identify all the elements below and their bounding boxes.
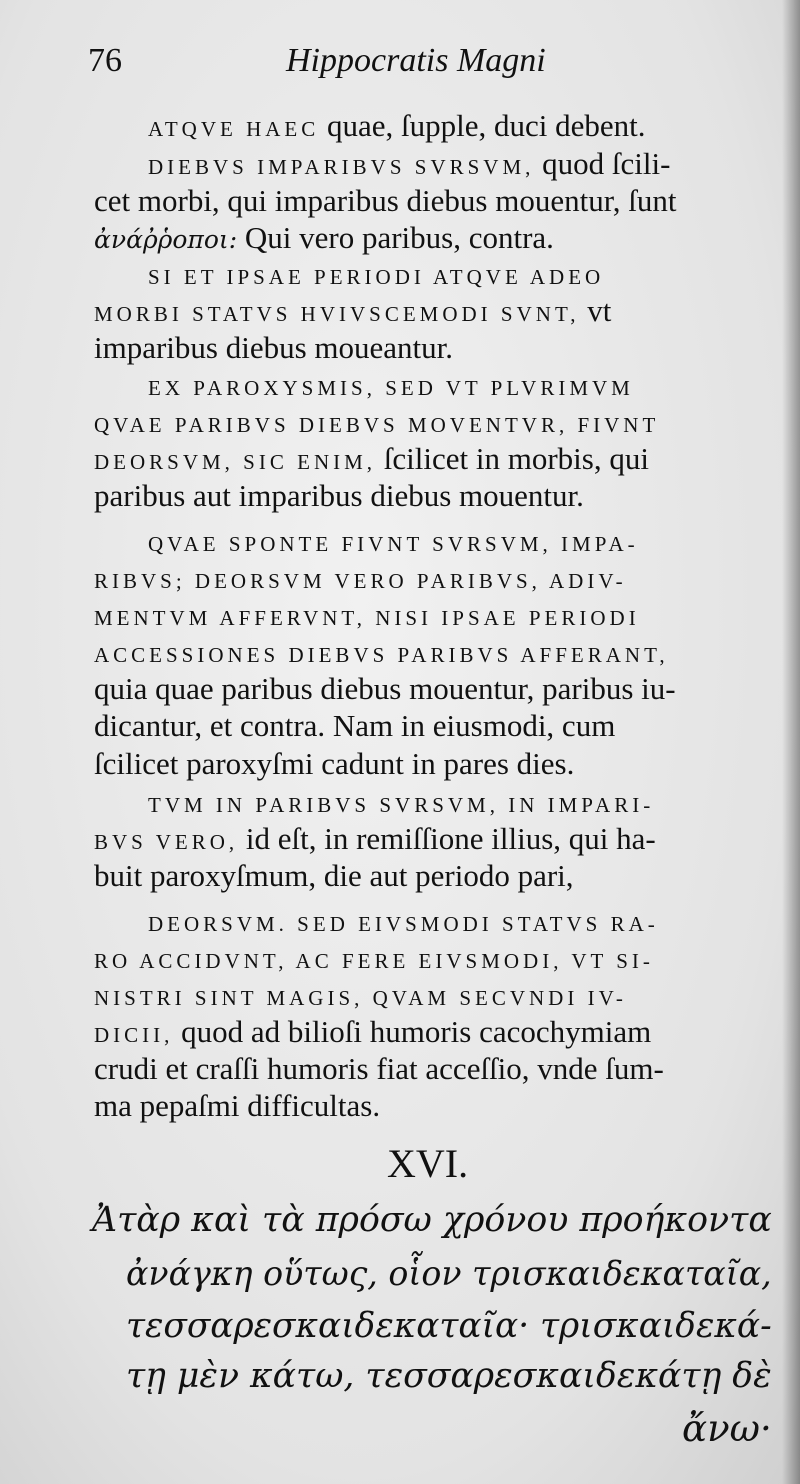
running-title: Hippocratis Magni bbox=[286, 42, 546, 79]
text-line bbox=[94, 441, 649, 480]
page-number: 76 bbox=[88, 42, 122, 79]
small-caps-text: QVAE SPONTE FIVNT SVRSVM, IMPA- bbox=[148, 532, 639, 556]
roman-text: quae, ſupple, duci debent. bbox=[319, 108, 646, 143]
greek-word: ἀνάῤῥοποι: bbox=[94, 225, 238, 254]
text-line bbox=[94, 671, 676, 707]
greek-line: Ἀτὰρ καὶ τὰ πρόσω χρόνου προήκοντα bbox=[92, 1200, 772, 1240]
small-caps-text: RIBVS; DEORSVM VERO PARIBVS, ADIV- bbox=[94, 569, 627, 593]
small-caps-text: SI ET IPSAE PERIODI ATQVE ADEO bbox=[148, 265, 605, 289]
small-caps-text: DIEBVS IMPARIBVS SVRSVM, bbox=[148, 155, 535, 179]
greek-line: τεσσαρεσκαιδεκαταῖα· τρισκαιδεκά- bbox=[126, 1306, 772, 1346]
small-caps-text: MORBI STATVS HVIVSCEMODI SVNT, bbox=[94, 302, 580, 326]
text-line bbox=[94, 940, 654, 979]
small-caps-text: MENTVM AFFERVNT, NISI IPSAE PERIODI bbox=[94, 606, 640, 630]
text-line bbox=[94, 293, 611, 332]
text-line bbox=[94, 708, 615, 744]
roman-text: Qui vero paribus, contra. bbox=[237, 220, 554, 255]
text-line bbox=[94, 183, 677, 219]
text-line bbox=[94, 1014, 651, 1053]
text-line bbox=[94, 977, 627, 1016]
text-line bbox=[148, 256, 604, 295]
text-line bbox=[148, 146, 670, 185]
section-number: XVI. bbox=[387, 1141, 469, 1186]
small-caps-text: ACCESSIONES DIEBVS PARIBVS AFFERANT, bbox=[94, 643, 669, 667]
text-line bbox=[148, 903, 659, 942]
greek-line: ἀνάγκη οὕτως, οἷον τρισκαιδεκαταῖα, bbox=[126, 1254, 772, 1293]
text-line bbox=[94, 746, 574, 782]
greek-line: τῃ μὲν κάτω, τεσσαρεσκαιδεκάτῃ δὲ bbox=[126, 1356, 772, 1396]
text-line bbox=[94, 560, 627, 599]
roman-text: id eſt, in remiſſione illius, qui ha- bbox=[238, 821, 656, 856]
text-line bbox=[94, 858, 574, 894]
roman-text: crudi et craſſi humoris fiat acceſſio, vnde ſum- bbox=[94, 1051, 664, 1086]
roman-text: buit paroxyſmum, die aut periodo pari, bbox=[94, 858, 574, 893]
small-caps-text: ATQVE HAEC bbox=[148, 117, 320, 141]
text-line bbox=[148, 784, 654, 823]
small-caps-text: EX PAROXYSMIS, SED VT PLVRIMVM bbox=[148, 376, 634, 400]
roman-text: ſcilicet in morbis, qui bbox=[376, 441, 649, 476]
roman-text: vt bbox=[579, 293, 612, 328]
roman-text: dicantur, et contra. Nam in eiusmodi, cum bbox=[94, 708, 616, 743]
page-gutter-shadow bbox=[782, 0, 800, 1484]
small-caps-text: NISTRI SINT MAGIS, QVAM SECVNDI IV- bbox=[94, 986, 627, 1010]
roman-text: quia quae paribus diebus mouentur, paribus iu- bbox=[94, 671, 676, 706]
roman-text: quod ad bilioſi humoris cacochymiam bbox=[173, 1014, 652, 1049]
roman-text: quod ſcili- bbox=[534, 146, 671, 181]
text-line bbox=[148, 108, 646, 147]
small-caps-text: DEORSVM. SED EIVSMODI STATVS RA- bbox=[148, 912, 659, 936]
text-line bbox=[94, 597, 640, 636]
text-line bbox=[148, 523, 639, 562]
text-line bbox=[94, 634, 669, 673]
text-line bbox=[94, 821, 656, 860]
small-caps-text: RO ACCIDVNT, AC FERE EIVSMODI, VT SI- bbox=[94, 949, 654, 973]
text-line bbox=[94, 404, 659, 443]
text-line bbox=[94, 478, 584, 514]
text-line bbox=[94, 1051, 664, 1087]
text-line bbox=[94, 1088, 380, 1124]
text-line bbox=[94, 330, 453, 366]
text-line bbox=[148, 367, 634, 406]
small-caps-text: BVS VERO, bbox=[94, 830, 239, 854]
text-line bbox=[94, 220, 554, 258]
small-caps-text: DICII, bbox=[94, 1023, 174, 1047]
small-caps-text: DEORSVM, SIC ENIM, bbox=[94, 450, 377, 474]
roman-text: imparibus diebus moueantur. bbox=[94, 330, 454, 365]
roman-text: ma pepaſmi difficultas. bbox=[94, 1088, 381, 1123]
small-caps-text: QVAE PARIBVS DIEBVS MOVENTVR, FIVNT bbox=[94, 413, 660, 437]
roman-text: paribus aut imparibus diebus mouentur. bbox=[94, 478, 584, 513]
greek-line: ἄνω· bbox=[682, 1406, 772, 1450]
roman-text: ſcilicet paroxyſmi cadunt in pares dies. bbox=[94, 746, 575, 781]
small-caps-text: TVM IN PARIBVS SVRSVM, IN IMPARI- bbox=[148, 793, 655, 817]
roman-text: cet morbi, qui imparibus diebus mouentur, ſunt bbox=[94, 183, 677, 218]
